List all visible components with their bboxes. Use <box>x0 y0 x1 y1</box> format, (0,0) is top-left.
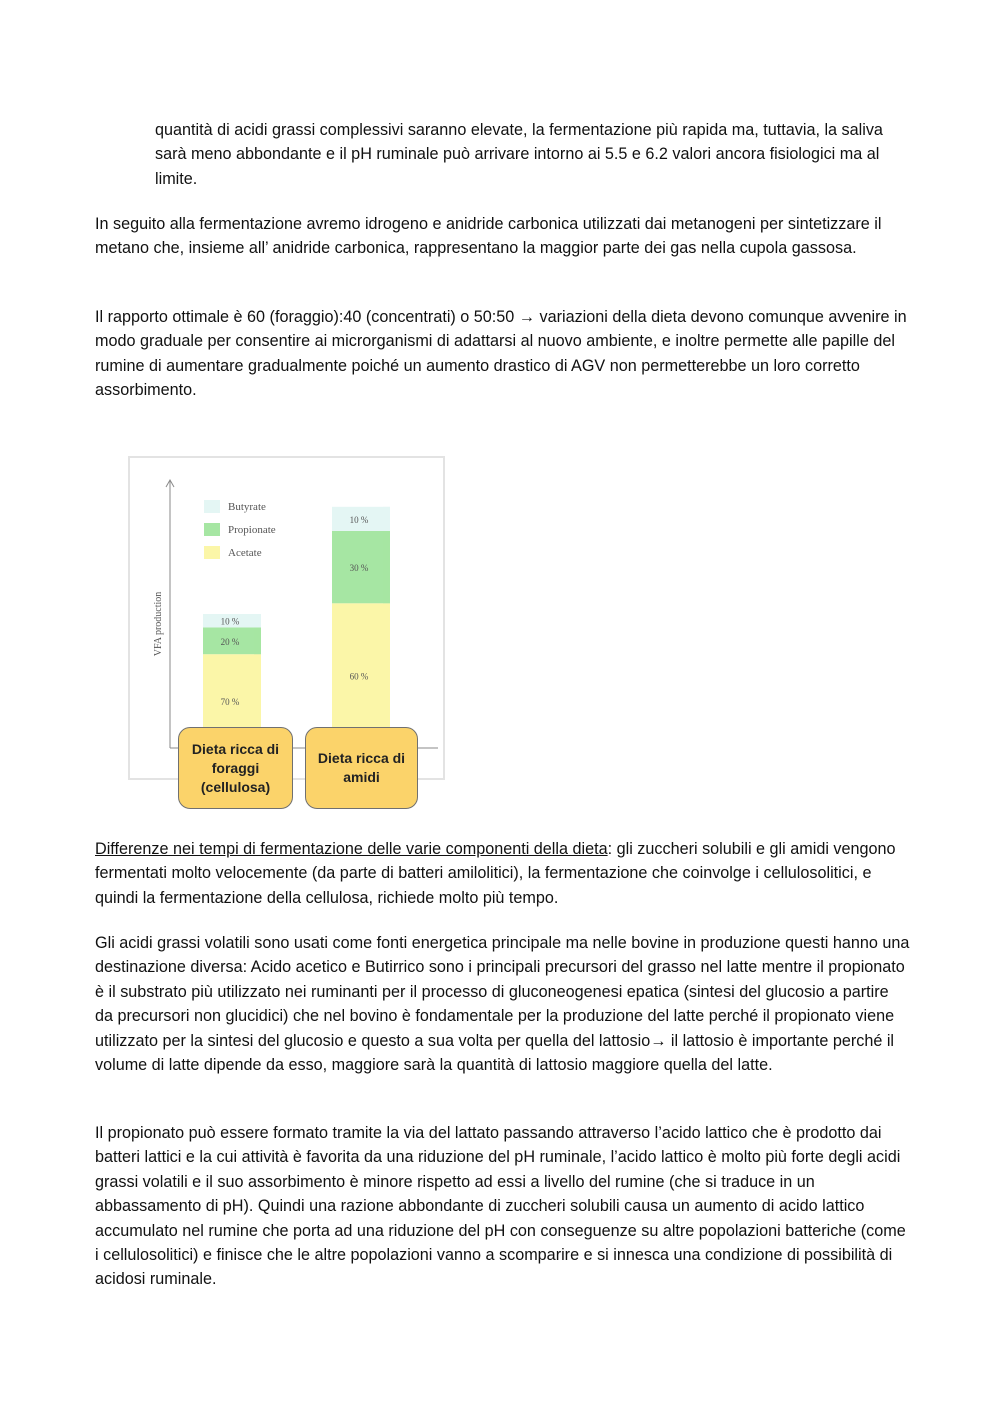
legend-label-acetate: Acetate <box>228 547 262 559</box>
y-axis-label: VFA production <box>153 591 164 657</box>
legend-swatch-propionate <box>204 523 220 536</box>
legend-label-propionate: Propionate <box>228 524 276 536</box>
bar-label-1-acetate: 60 % <box>349 671 369 682</box>
paragraph-5: Gli acidi grassi volatili sono usati come fonti energetica principale ma nelle bovine in produzione questi hanno una destinazione diversa: Acido acetico e Butirrico sono i principali precursori del grasso nel latte mentre il propionato è il substrato più utilizzato nei ruminanti per il processo di gluconeogenesi epatica (sintesi del glucosio a partire da precursori non glucidici) che nel bovino è fondamentale per la produzione del latte perché il propionato viene utilizzato per la sintesi del glucosio e questo a sua volta per quella del lattosio→ il lattosio è importante perché il volume di latte dipende da esso, maggiore sarà la quantità di lattosio maggiore quella del latte. <box>95 934 910 1075</box>
legend-swatch-butyrate <box>204 500 220 513</box>
category-box-starch: Dieta ricca di amidi <box>305 727 418 809</box>
bar-1-propionate-side <box>383 531 390 603</box>
bar-label-0-butyrate: 10 % <box>220 616 240 627</box>
bar-label-0-propionate: 20 % <box>220 636 240 647</box>
legend-label-butyrate: Butyrate <box>228 501 266 513</box>
vfa-chart-figure <box>120 450 450 815</box>
bar-label-1-butyrate: 10 % <box>349 514 369 525</box>
legend-swatch-acetate <box>204 546 220 559</box>
paragraph-4 <box>95 837 910 910</box>
paragraph-6: Il propionato può essere formato tramite la via del lattato passando attraverso l’acido lattico che è prodotto dai batteri lattici e la cui attività è favorita da una riduzione del pH ruminale, l’acido lattico è molto più forte degli acidi grassi volatili e il suo assorbimento è minore rispetto ad essi a livello del rumine (che si traduce in un abbassamento di pH). Quindi una razione abbondante di zuccheri solubili causa un aumento di acido lattico accumulato nel rumine che porta ad una riduzione del pH con conseguenze su altre popolazioni batteriche (come i cellulosolitici) e finisce che le altre popolazioni vanno a scomparire e si innesca una condizione di possibilità di acidosi ruminale. <box>95 1124 906 1289</box>
category-box-forage: Dieta ricca di foraggi (cellulosa) <box>178 727 293 809</box>
bar-label-1-propionate: 30 % <box>349 563 369 574</box>
bar-1-butyrate-side <box>383 507 390 531</box>
paragraph-1: quantità di acidi grassi complessivi saranno elevate, la fermentazione più rapida ma, tuttavia, la saliva sarà meno abbondante e il pH ruminale può arrivare intorno ai 5.5 e 6.2 valori ancora fisiologici ma al limite. <box>155 121 883 188</box>
paragraph-2: In seguito alla fermentazione avremo idrogeno e anidride carbonica utilizzati dai metanogeni per sintetizzare il metano che, insieme all’ anidride carbonica, rappresentano la maggior parte dei gas nella cupola gassosa. <box>95 215 882 258</box>
paragraph-4-text: : gli zuccheri solubili e gli amidi vengono fermentati molto velocemente (da parte di batteri amilolitici), la fermentazione che coinvolge i cellulosolitici, e quindi la fermentazione della cellulosa, richiede molto più tempo. <box>95 840 896 907</box>
bar-label-0-acetate: 70 % <box>220 697 240 708</box>
paragraph-3: Il rapporto ottimale è 60 (foraggio):40 (concentrati) o 50:50 → variazioni della dieta devono comunque avvenire in modo graduale per consentire ai microrganismi di adattarsi al nuovo ambiente, e inoltre permette alle papille del rumine di aumentare gradualmente poiché un aumento drastico di AGV non permetterebbe un loro corretto assorbimento. <box>95 308 907 400</box>
bar-0-propionate-side <box>254 627 261 654</box>
bar-0-butyrate-side <box>254 614 261 627</box>
underlined-heading: Differenze nei tempi di fermentazione delle varie componenti della dieta <box>95 840 608 858</box>
